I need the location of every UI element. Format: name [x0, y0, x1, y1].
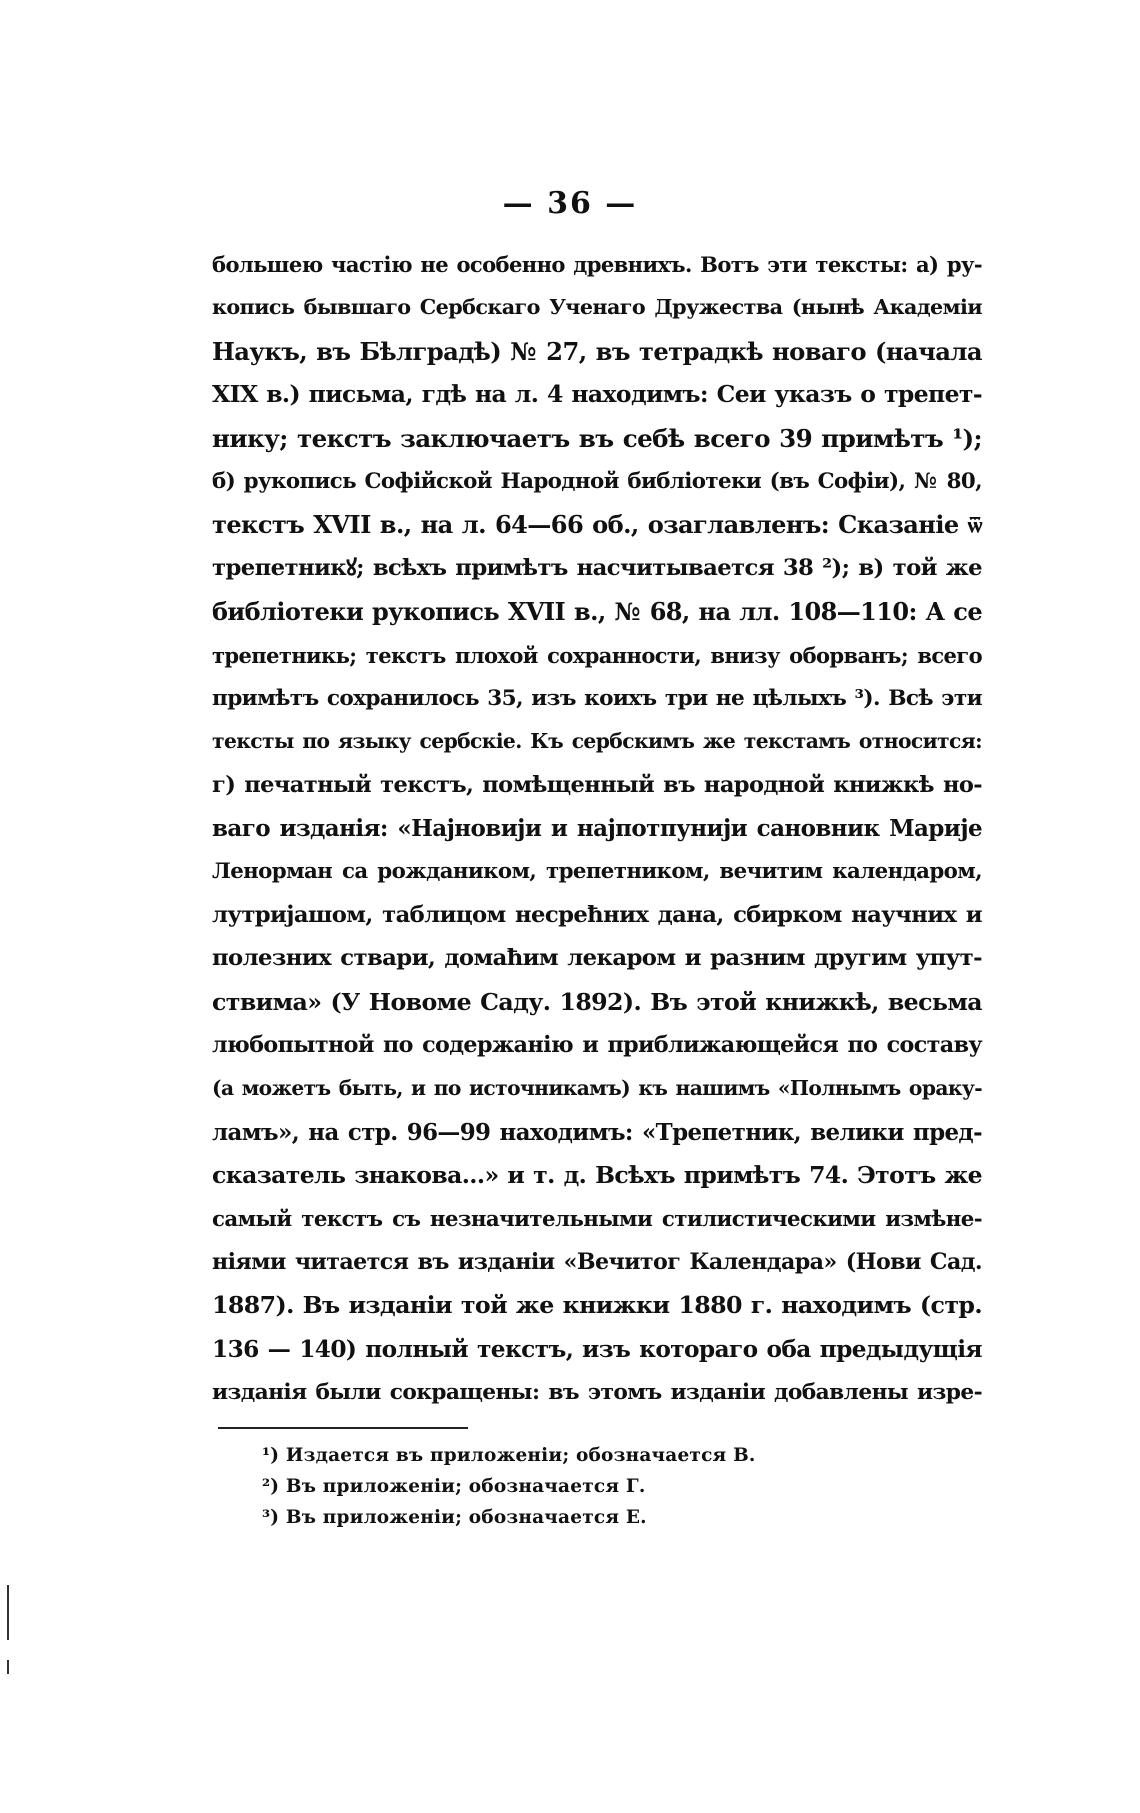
text-line: текстъ XVII в., на л. 64—66 об., озаглавленъ: Сказаніе ѿ	[212, 510, 982, 540]
text-line: б) рукопись Софійской Народной библіотеки (въ Софіи), № 80,	[212, 468, 982, 494]
text-line: XIX в.) письма, гдѣ на л. 4 находимъ: Сеи указъ о трепет-	[212, 380, 982, 409]
text-line: ламъ», на стр. 96—99 находимъ: «Трепетник, велики пред-	[212, 1118, 982, 1146]
footnotes	[262, 1440, 862, 1533]
text-line: библіотеки рукопись XVII в., № 68, на лл. 108—110: А се	[212, 597, 982, 627]
scan-margin-mark	[7, 1585, 9, 1640]
text-line: 1887). Въ изданіи той же книжки 1880 г. находимъ (стр.	[212, 1291, 982, 1320]
text-line: самый текстъ съ незначительными стилистическими измѣне-	[212, 1206, 982, 1232]
scan-margin-mark	[7, 1660, 9, 1674]
text-line: копись бывшаго Сербскаго Ученаго Дружества (нынѣ Академіи	[212, 295, 982, 320]
text-line: (а можетъ быть, и по источникамъ) къ нашимъ «Полнымъ ораку-	[212, 1076, 982, 1101]
text-line: Наукъ, въ Бѣлградѣ) № 27, въ тетрадкѣ новаго (начала	[212, 336, 982, 366]
footnote-3: ³) Въ приложеніи; обозначается Е.	[262, 1507, 647, 1528]
text-line: 136 — 140) полный текстъ, изъ котораго оба предыдущія	[212, 1335, 982, 1363]
body-text	[212, 243, 982, 1415]
text-line: ствима» (У Новоме Саду. 1892). Въ этой книжкѣ, весьма	[212, 987, 982, 1016]
text-line: трепетникь; текстъ плохой сохранности, внизу оборванъ; всего	[212, 642, 982, 668]
text-line: примѣтъ сохранилось 35, изъ коихъ три не цѣлыхъ ³). Всѣ эти	[212, 685, 982, 711]
text-line: Ленорман са рождаником, трепетником, вечитим календаром,	[212, 859, 982, 885]
footnote-1: ¹) Издается въ приложеніи; обозначается В.	[262, 1445, 756, 1466]
text-line: изданія были сокращены: въ этомъ изданіи добавлены изре-	[212, 1380, 982, 1406]
page-number: — 36 —	[502, 186, 638, 221]
text-line: тексты по языку сербскіе. Къ сербскимъ же текстамъ относится:	[212, 729, 982, 754]
text-line: ваго изданія: «Најновији и најпотпунији сановник Марије	[212, 815, 982, 843]
text-line: г) печатный текстъ, помѣщенный въ народной книжкѣ но-	[212, 771, 982, 798]
footnote-2: ²) Въ приложеніи; обозначается Г.	[262, 1476, 646, 1497]
text-line: большею частію не особенно древнихъ. Вотъ эти тексты: а) ру-	[212, 252, 982, 277]
text-line: любопытной по содержанію и приближающейся по составу	[212, 1032, 982, 1059]
text-line: полезних ствари, домаħим лекаром и разним другим упут-	[212, 945, 982, 972]
text-line: лутријашом, таблицом несреħних дана, сбирком научних и	[212, 901, 982, 928]
text-line: сказатель знакова...» и т. д. Всѣхъ примѣтъ 74. Этотъ же	[212, 1161, 982, 1190]
text-line: трепетникꙋ; всѣхъ примѣтъ насчитывается 38 ²); в) той же	[212, 554, 982, 581]
footnote-divider	[218, 1427, 468, 1429]
text-line: ніями читается въ изданіи «Вечитог Календара» (Нови Сад.	[212, 1248, 982, 1275]
text-line: нику; текстъ заключаетъ въ себѣ всего 39 примѣтъ ¹);	[212, 423, 982, 453]
